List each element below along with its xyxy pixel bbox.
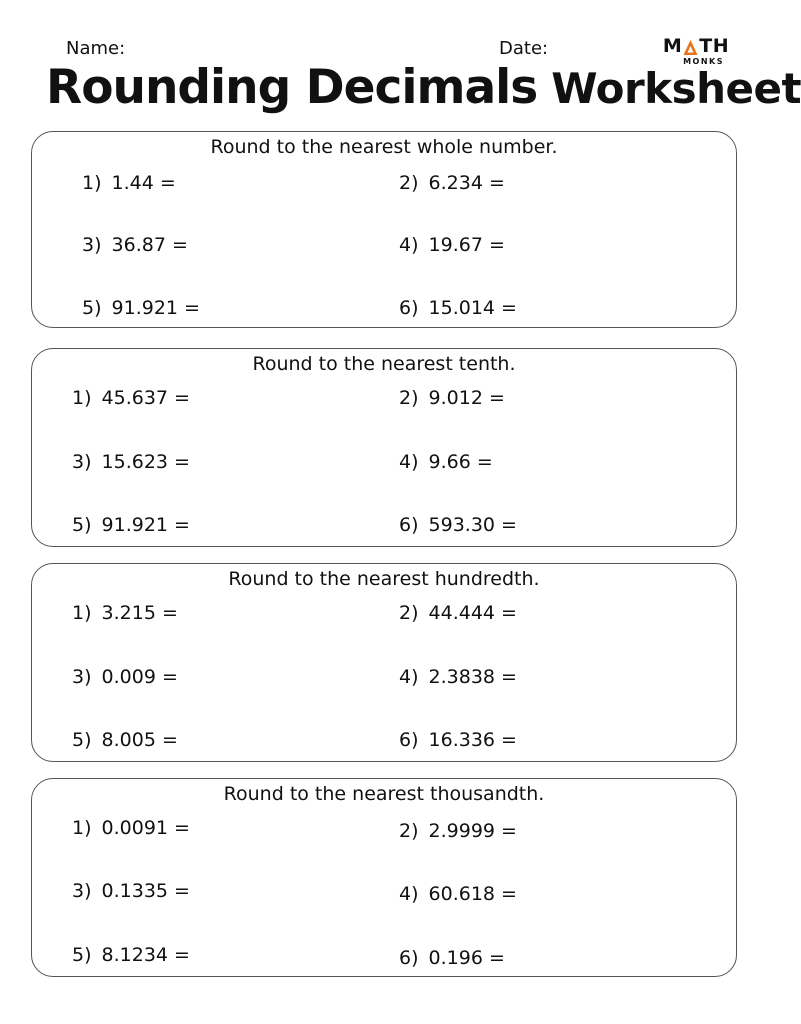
- problem-item: [399, 234, 505, 256]
- problem-item: [82, 172, 176, 194]
- problem-item: [82, 297, 200, 319]
- problem-number: 3): [72, 666, 92, 688]
- problem-number: 6): [399, 947, 419, 969]
- problem-number: 1): [72, 387, 92, 409]
- section-instruction: Round to the nearest thousandth.: [223, 783, 545, 805]
- problem-expression: 44.444 =: [428, 602, 517, 624]
- problem-expression: 0.0091 =: [101, 817, 190, 839]
- problem-number: 5): [72, 944, 92, 966]
- problem-number: 2): [399, 602, 419, 624]
- problem-expression: 2.3838 =: [428, 666, 517, 688]
- problem-section: [31, 131, 737, 328]
- section-instruction: Round to the nearest hundredth.: [228, 568, 540, 590]
- problem-expression: 91.921 =: [101, 514, 190, 536]
- problem-number: 5): [82, 297, 102, 319]
- problem-number: 4): [399, 883, 419, 905]
- logo-letter-m: M: [662, 35, 683, 57]
- name-label: Name:: [66, 38, 126, 59]
- problem-number: 2): [399, 387, 419, 409]
- problem-item: [399, 602, 517, 624]
- problem-item: [399, 666, 517, 688]
- title-main: Rounding Decimals: [46, 60, 538, 115]
- problem-number: 4): [399, 234, 419, 256]
- problem-expression: 1.44 =: [111, 172, 176, 194]
- problem-expression: 593.30 =: [428, 514, 517, 536]
- problem-number: 3): [72, 880, 92, 902]
- problem-expression: 6.234 =: [428, 172, 505, 194]
- problem-number: 6): [399, 729, 419, 751]
- problem-expression: 3.215 =: [101, 602, 178, 624]
- problem-item: [72, 602, 178, 624]
- problem-section: [31, 348, 737, 547]
- problem-number: 5): [72, 514, 92, 536]
- logo-triangle-icon: [683, 39, 698, 56]
- title-worksheet: Worksheet: [551, 64, 801, 113]
- problem-item: [399, 514, 517, 536]
- problem-number: 3): [82, 234, 102, 256]
- problem-number: 5): [72, 729, 92, 751]
- problem-expression: 2.9999 =: [428, 820, 517, 842]
- problem-expression: 45.637 =: [101, 387, 190, 409]
- problem-item: [72, 944, 190, 966]
- problem-section: [31, 563, 737, 762]
- problem-expression: 0.196 =: [428, 947, 505, 969]
- problem-expression: 9.012 =: [428, 387, 505, 409]
- problem-expression: 19.67 =: [428, 234, 505, 256]
- problem-number: 1): [72, 817, 92, 839]
- problem-expression: 91.921 =: [111, 297, 200, 319]
- problem-item: [399, 820, 517, 842]
- worksheet-title: [46, 60, 801, 115]
- problem-number: 1): [82, 172, 102, 194]
- problem-item: [72, 387, 190, 409]
- problem-item: [72, 666, 178, 688]
- problem-number: 4): [399, 666, 419, 688]
- problem-expression: 0.009 =: [101, 666, 178, 688]
- problem-number: 4): [399, 451, 419, 473]
- problem-expression: 0.1335 =: [101, 880, 190, 902]
- problem-number: 1): [72, 602, 92, 624]
- problem-item: [399, 451, 493, 473]
- problem-item: [72, 514, 190, 536]
- problem-expression: 36.87 =: [111, 234, 188, 256]
- problem-section: [31, 778, 737, 977]
- section-instruction: Round to the nearest whole number.: [210, 136, 558, 158]
- logo-wordmark: [664, 36, 728, 56]
- problem-expression: 8.005 =: [101, 729, 178, 751]
- problem-expression: 9.66 =: [428, 451, 493, 473]
- problem-item: [399, 387, 505, 409]
- problem-expression: 15.623 =: [101, 451, 190, 473]
- problem-item: [72, 880, 190, 902]
- problem-number: 3): [72, 451, 92, 473]
- problem-item: [72, 817, 190, 839]
- problem-expression: 16.336 =: [428, 729, 517, 751]
- date-label: Date:: [499, 38, 549, 59]
- problem-number: 6): [399, 514, 419, 536]
- logo-subtitle: MONKS: [683, 57, 724, 66]
- problem-item: [72, 729, 178, 751]
- problem-expression: 60.618 =: [428, 883, 517, 905]
- logo-letters-th: TH: [699, 35, 730, 57]
- problem-item: [399, 172, 505, 194]
- problem-number: 6): [399, 297, 419, 319]
- problem-item: [399, 883, 517, 905]
- problem-item: [82, 234, 188, 256]
- problem-item: [399, 947, 505, 969]
- problem-item: [399, 297, 517, 319]
- problem-expression: 8.1234 =: [101, 944, 190, 966]
- section-instruction: Round to the nearest tenth.: [252, 353, 516, 375]
- problem-number: 2): [399, 820, 419, 842]
- problem-expression: 15.014 =: [428, 297, 517, 319]
- problem-item: [399, 729, 517, 751]
- problem-number: 2): [399, 172, 419, 194]
- problem-item: [72, 451, 190, 473]
